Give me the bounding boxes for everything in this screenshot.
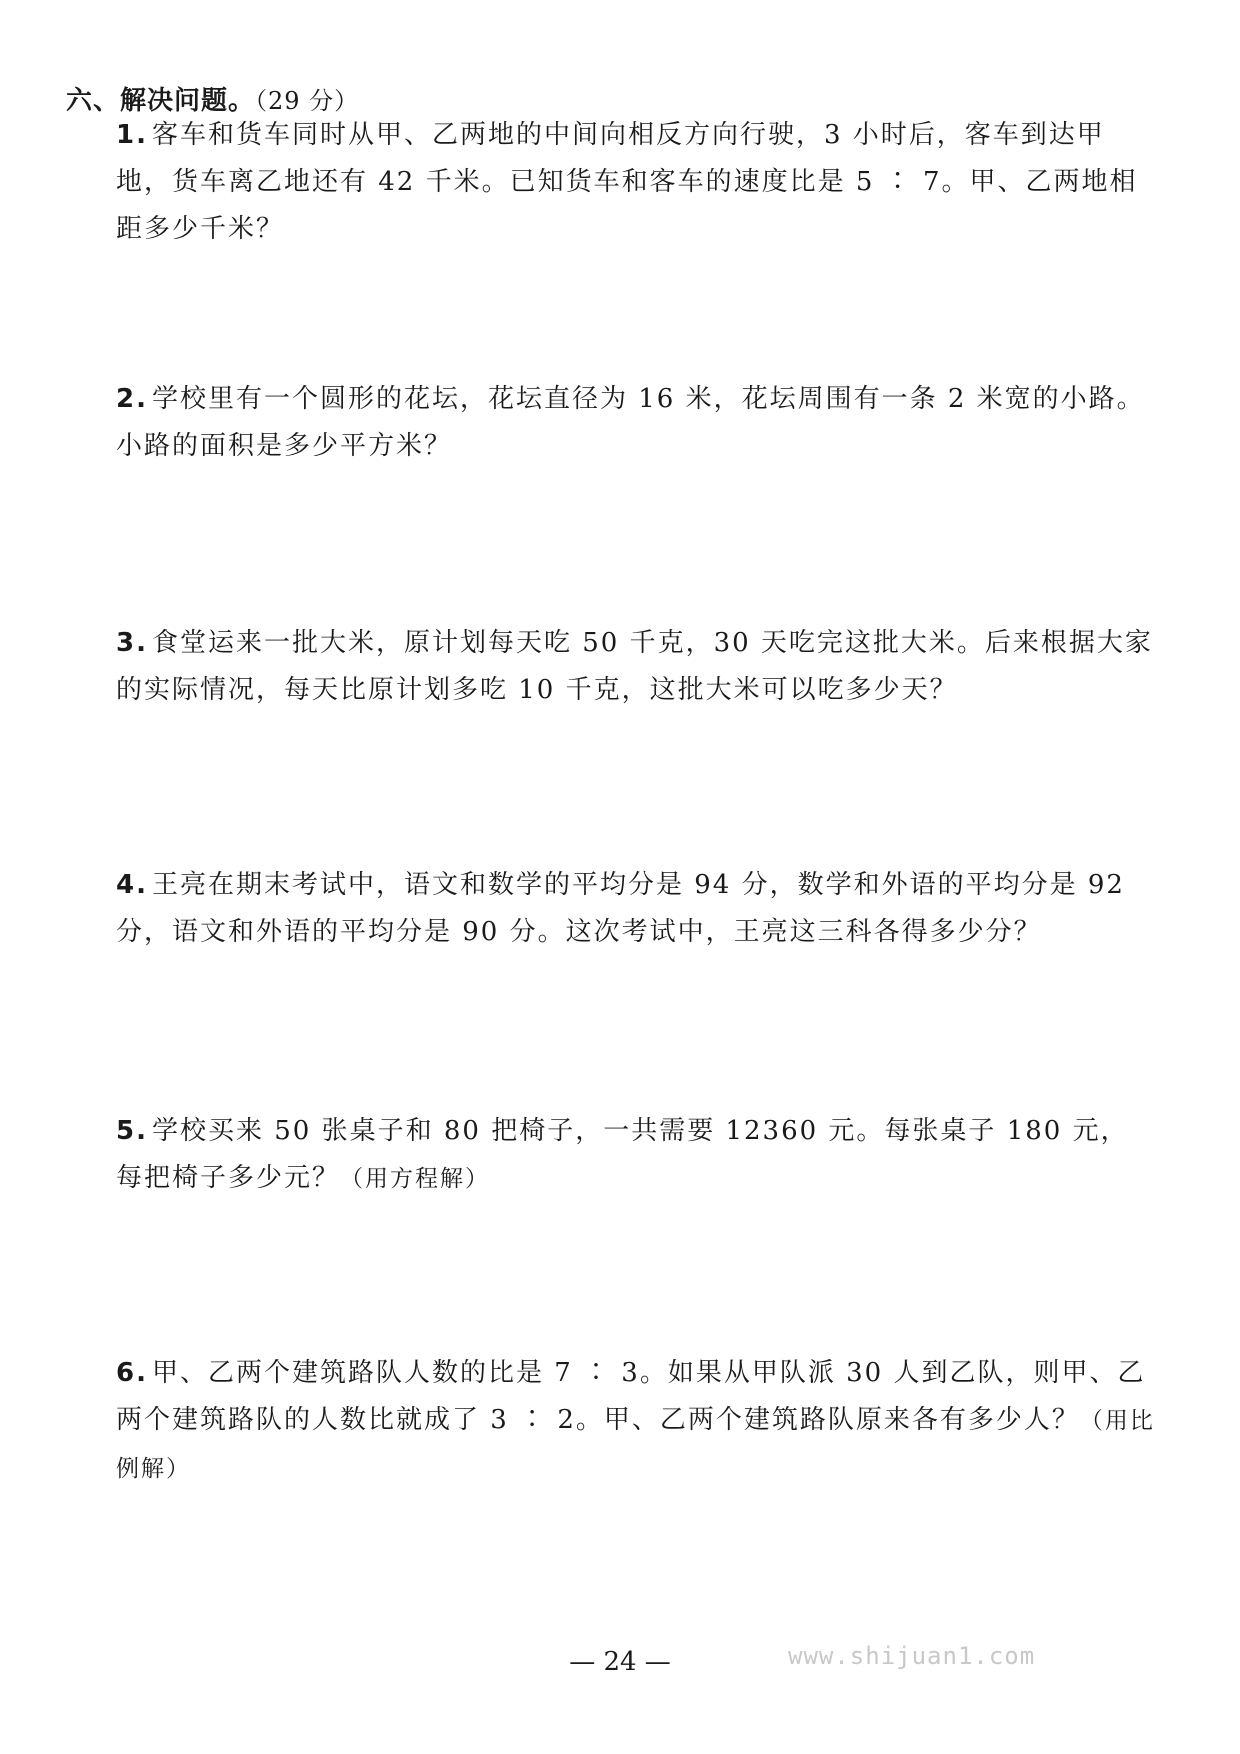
question-text: 王亮在期末考试中，语文和数学的平均分是 94 分，数学和外语的平均分是 92 分，语文和外语的平均分是 90 分。这次考试中，王亮这三科各得多少分？ (116, 870, 1125, 947)
question-2 (116, 376, 1156, 470)
question-note: （用方程解） (340, 1166, 491, 1192)
question-note: （用比例解） (116, 1408, 1155, 1482)
question-5 (116, 1108, 1156, 1203)
question-number: 4. (116, 870, 148, 900)
question-number: 3. (116, 628, 148, 658)
question-number: 2. (116, 384, 148, 414)
question-6 (116, 1350, 1156, 1493)
section-points: （29 分） (255, 87, 360, 115)
question-text: 甲、乙两个建筑路队人数的比是 7 ∶ 3。如果从甲队派 30 人到乙队，则甲、乙两个建筑路队的人数比就成了 3 ∶ 2。甲、乙两个建筑路队原来各有多少人？ (116, 1358, 1146, 1435)
question-text: 学校里有一个圆形的花坛，花坛直径为 16 米，花坛周围有一条 2 米宽的小路。小路的面积是多少平方米？ (116, 384, 1145, 461)
question-number: 5. (116, 1116, 148, 1146)
section-title: 六、解决问题。 (66, 86, 256, 116)
question-3 (116, 620, 1156, 714)
question-1 (116, 112, 1156, 253)
question-text: 学校买来 50 张桌子和 80 把椅子，一共需要 12360 元。每张桌子 180 元，每把椅子多少元？ (116, 1116, 1129, 1193)
question-number: 1. (116, 120, 148, 150)
question-text: 食堂运来一批大米，原计划每天吃 50 千克，30 天吃完这批大米。后来根据大家的实际情况，每天比原计划多吃 10 千克，这批大米可以吃多少天？ (116, 628, 1153, 705)
watermark: www.shijuan1.com (788, 1642, 1036, 1670)
question-text: 客车和货车同时从甲、乙两地的中间向相反方向行驶，3 小时后，客车到达甲地，货车离乙地还有 42 千米。已知货车和客车的速度比是 5 ∶ 7。甲、乙两地相距多少千米？ (116, 120, 1138, 244)
page-number: — 24 — (569, 1647, 671, 1677)
question-number: 6. (116, 1358, 148, 1388)
question-4 (116, 862, 1156, 956)
